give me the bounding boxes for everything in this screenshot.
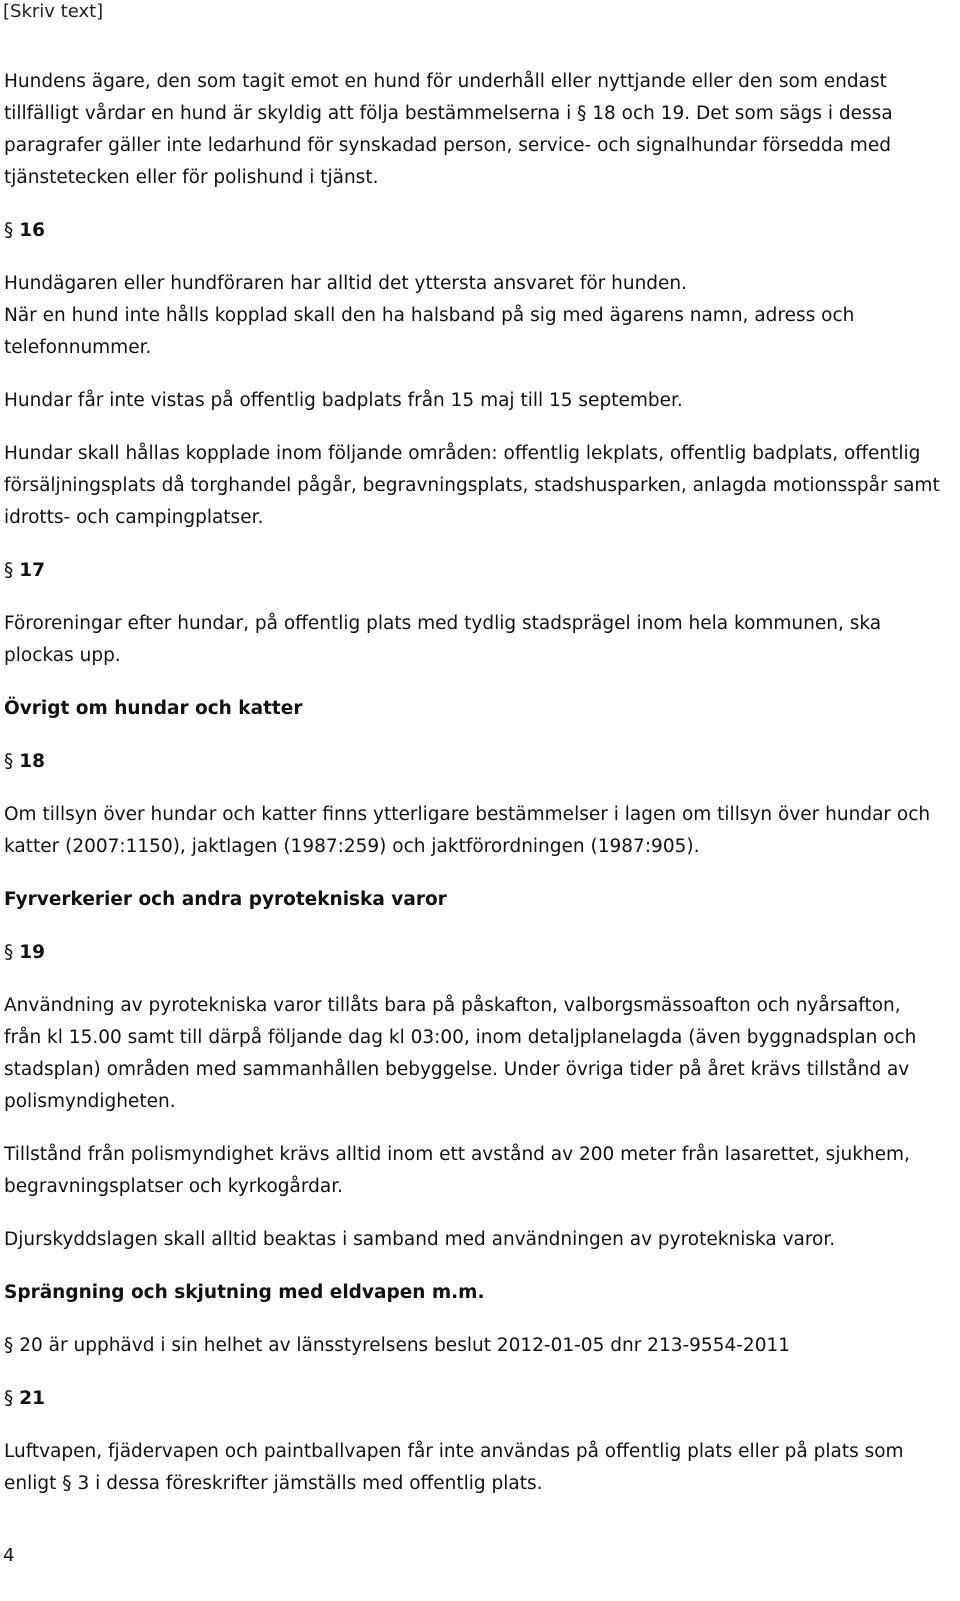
- paragraph-16c: Hundar får inte vistas på offentlig badplats från 15 maj till 15 september.: [4, 390, 683, 411]
- page-number: 4: [3, 1545, 15, 1566]
- document-body: [4, 66, 942, 1521]
- paragraph-19a: Användning av pyrotekniska varor tillåts bara på påskafton, valborgsmässoafton och nyårsafton, från kl 15.00 samt till därpå följande dag kl 03:00, inom detaljplanelagda (även byggnadsplan och stadsplan) områden med sammanhållen bebyggelse. Under övriga tider på året krävs tillstånd av polismyndigheten.: [4, 995, 917, 1112]
- section-number: 17: [19, 560, 45, 581]
- paragraph-16b: När en hund inte hålls kopplad skall den ha halsband på sig med ägarens namn, adress och telefonnummer.: [4, 305, 855, 358]
- paragraph-21-part-b: 3 i dessa föreskrifter jämställs med offentlig plats.: [77, 1473, 543, 1494]
- paragraph-18: Om tillsyn över hundar och katter finns ytterligare bestämmelser i lagen om tillsyn över hundar och katter (2007:1150), jaktlagen (1987:259) och jaktförordningen (1987:905).: [4, 804, 931, 857]
- paragraph-21-part-a: Luftvapen, fjädervapen och paintballvapen får inte användas på offentlig plats eller på plats som enligt: [4, 1441, 904, 1494]
- section-21-heading: [4, 1383, 942, 1415]
- section-sign-icon: §: [4, 942, 14, 963]
- section-sign-icon: §: [4, 220, 14, 241]
- section-17-heading: [4, 555, 942, 587]
- paragraph-19b: Tillstånd från polismyndighet krävs alltid inom ett avstånd av 200 meter från lasarettet, sjukhem, begravningsplatser och kyrkogårdar.: [4, 1144, 910, 1197]
- section-number: 19: [19, 942, 45, 963]
- paragraph-20-text: 20 är upphävd i sin helhet av länsstyrelsens beslut 2012-01-05 dnr 213-9554-2011: [19, 1335, 790, 1356]
- paragraph-20: [4, 1330, 942, 1362]
- heading-ovrigt: Övrigt om hundar och katter: [4, 698, 303, 719]
- heading-sprangning: Sprängning och skjutning med eldvapen m.m.: [4, 1282, 485, 1303]
- paragraph-16d: Hundar skall hållas kopplade inom följande områden: offentlig lekplats, offentlig badplats, offentlig försäljningsplats då torghandel pågår, begravningsplats, stadshusparken, anlagda motionsspår samt idrotts- och campingplatser.: [4, 443, 940, 528]
- section-16-heading: [4, 215, 942, 247]
- section-sign-icon: §: [4, 560, 14, 581]
- section-sign-icon: §: [4, 751, 14, 772]
- section-19-heading: [4, 937, 942, 969]
- section-sign-icon: §: [62, 1473, 72, 1494]
- heading-fyrverkerier: Fyrverkerier och andra pyrotekniska varor: [4, 889, 447, 910]
- section-number: 16: [19, 220, 45, 241]
- section-sign-icon: §: [4, 1388, 14, 1409]
- paragraph-16a: Hundägaren eller hundföraren har alltid det yttersta ansvaret för hunden.: [4, 273, 688, 294]
- paragraph-17: Föroreningar efter hundar, på offentlig plats med tydlig stadsprägel inom hela kommunen, ska plockas upp.: [4, 613, 882, 666]
- section-number: 18: [19, 751, 45, 772]
- page-header: [Skriv text]: [3, 1, 104, 22]
- section-18-heading: [4, 746, 942, 778]
- paragraph-intro: Hundens ägare, den som tagit emot en hund för underhåll eller nyttjande eller den som endast tillfälligt vårdar en hund är skyldig att följa bestämmelserna i § 18 och 19. Det som sägs i dessa paragrafer gäller inte ledarhund för synskadad person, service- och signalhundar försedda med tjänstetecken eller för polishund i tjänst.: [4, 71, 893, 188]
- paragraph-21: [4, 1436, 942, 1500]
- paragraph-19c: Djurskyddslagen skall alltid beaktas i samband med användningen av pyrotekniska varor.: [4, 1229, 836, 1250]
- section-sign-icon: §: [4, 1335, 14, 1356]
- section-number: 21: [19, 1388, 45, 1409]
